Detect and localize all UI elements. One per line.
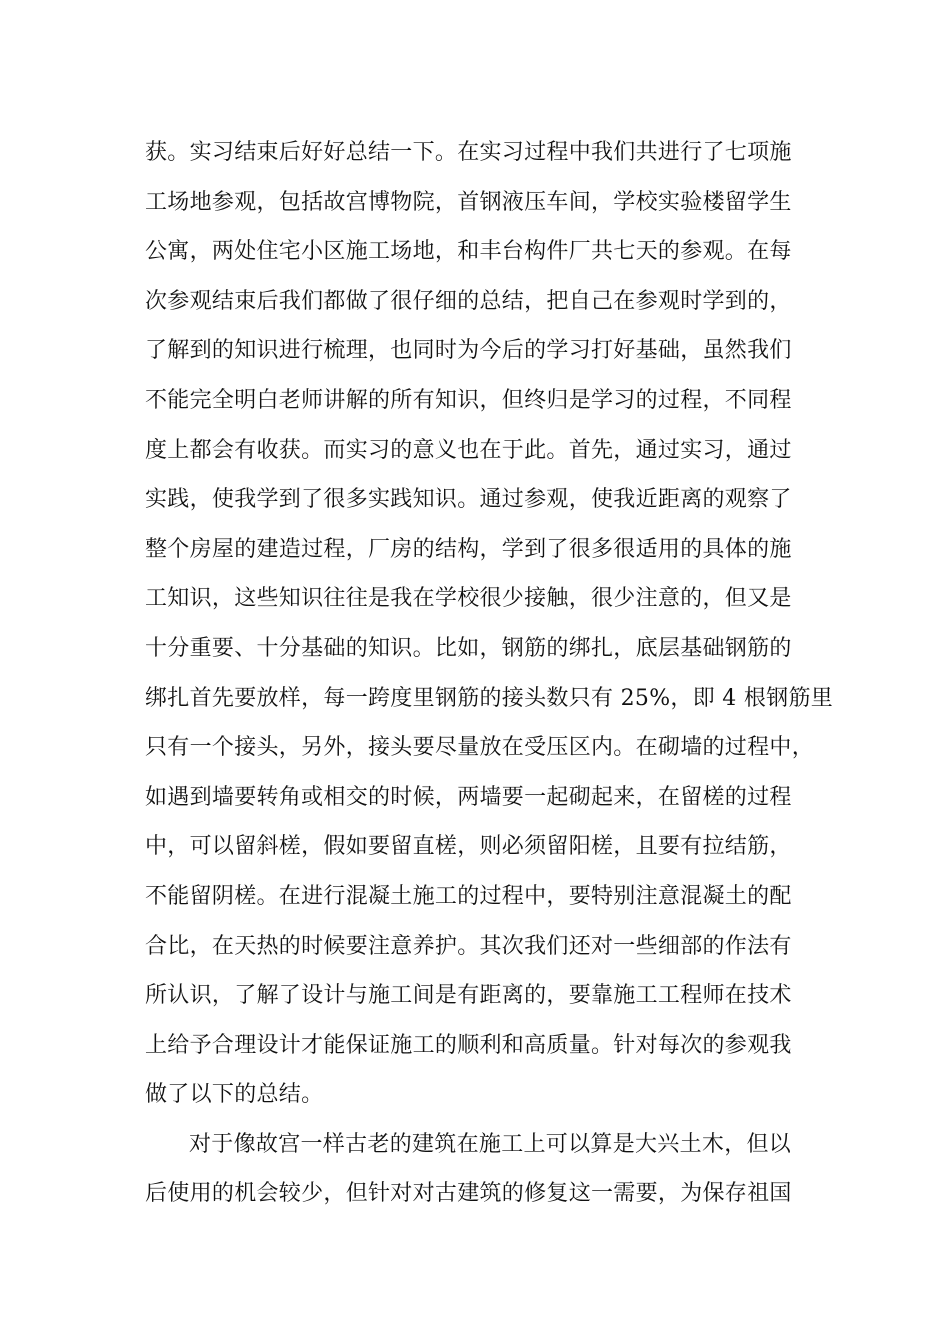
text-line: 工场地参观，包括故宫博物院，首钢液压车间，学校实验楼留学生 xyxy=(145,189,792,215)
text-line: 公寓，两处住宅小区施工场地，和丰台构件厂共七天的参观。在每 xyxy=(145,239,792,265)
text-line: 了解到的知识进行梳理，也同时为今后的学习打好基础，虽然我们 xyxy=(145,338,792,364)
body-text xyxy=(145,128,845,1219)
text-line: 上给予合理设计才能保证施工的顺利和高质量。针对每次的参观我 xyxy=(145,1032,792,1058)
text-line: 不能留阴槎。在进行混凝土施工的过程中，要特别注意混凝土的配 xyxy=(145,883,792,909)
text-line: 实践，使我学到了很多实践知识。通过参观，使我近距离的观察了 xyxy=(145,487,792,513)
text-line: 后使用的机会较少，但针对对古建筑的修复这一需要，为保存祖国 xyxy=(145,1181,792,1207)
text-line: 如遇到墙要转角或相交的时候，两墙要一起砌起来，在留槎的过程 xyxy=(145,784,792,810)
text-line: 整个房屋的建造过程，厂房的结构，学到了很多很适用的具体的施 xyxy=(145,536,792,562)
text-line: 十分重要、十分基础的知识。比如，钢筋的绑扎，底层基础钢筋的 xyxy=(145,635,792,661)
text-line: 度上都会有收获。而实习的意义也在于此。首先，通过实习，通过 xyxy=(145,437,792,463)
text-line: 所认识，了解了设计与施工间是有距离的，要靠施工工程师在技术 xyxy=(145,983,792,1009)
text-line: 合比，在天热的时候要注意养护。其次我们还对一些细部的作法有 xyxy=(145,933,792,959)
text-line: 工知识，这些知识往往是我在学校很少接触，很少注意的，但又是 xyxy=(145,586,792,612)
paragraph-start-line: 对于像故宫一样古老的建筑在施工上可以算是大兴土木，但以 xyxy=(189,1131,792,1157)
text-line: 次参观结束后我们都做了很仔细的总结，把自己在参观时学到的， xyxy=(145,288,792,314)
text-line: 中，可以留斜槎，假如要留直槎，则必须留阳槎，且要有拉结筋， xyxy=(145,834,792,860)
text-line: 获。实习结束后好好总结一下。在实习过程中我们共进行了七项施 xyxy=(145,140,792,165)
text-line: 不能完全明白老师讲解的所有知识，但终归是学习的过程，不同程 xyxy=(145,387,792,413)
text-line: 只有一个接头，另外，接头要尽量放在受压区内。在砌墙的过程中， xyxy=(145,735,815,761)
text-line: 绑扎首先要放样，每一跨度里钢筋的接头数只有 25%，即 4 根钢筋里 xyxy=(145,685,834,711)
text-line: 做了以下的总结。 xyxy=(145,1082,324,1108)
